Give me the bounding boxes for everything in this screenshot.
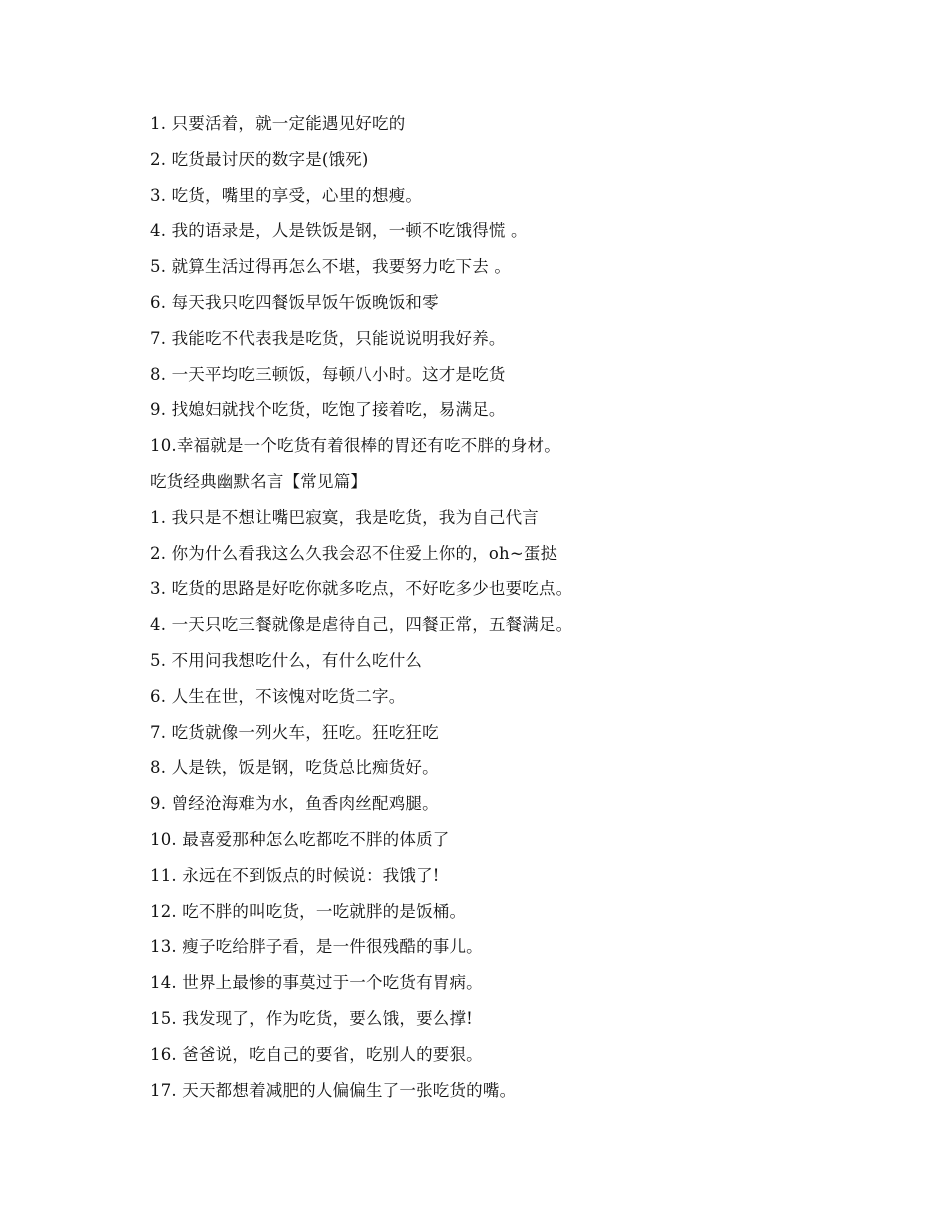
list-item: 3. 吃货的思路是好吃你就多吃点，不好吃多少也要吃点。 <box>150 579 573 599</box>
list-item: 8. 人是铁，饭是钢，吃货总比痴货好。 <box>150 758 439 778</box>
list-item: 15. 我发现了，作为吃货，要么饿，要么撑! <box>150 1008 474 1028</box>
list-item: 1. 只要活着，就一定能遇见好吃的 <box>150 114 406 133</box>
list-item: 11. 永远在不到饭点的时候说：我饿了! <box>150 865 440 885</box>
list-item: 5. 不用问我想吃什么，有什么吃什么 <box>150 650 423 670</box>
list-item: 9. 找媳妇就找个吃货，吃饱了接着吃，易满足。 <box>150 400 506 420</box>
list-item: 9. 曾经沧海难为水，鱼香肉丝配鸡腿。 <box>150 794 439 814</box>
section-heading: 吃货经典幽默名言【常见篇】 <box>150 471 368 491</box>
list-item: 3. 吃货，嘴里的享受，心里的想瘦。 <box>150 185 423 205</box>
list-item: 12. 吃不胖的叫吃货，一吃就胖的是饭桶。 <box>150 901 467 921</box>
quote-list <box>150 106 850 1108</box>
list-item: 10. 最喜爱那种怎么吃都吃不胖的体质了 <box>150 829 450 849</box>
list-item: 17. 天天都想着减肥的人偏偏生了一张吃货的嘴。 <box>150 1080 517 1100</box>
list-item: 6. 人生在世，不该愧对吃货二字。 <box>150 686 406 706</box>
list-item: 13. 瘦子吃给胖子看，是一件很残酷的事儿。 <box>150 937 483 957</box>
list-item: 16. 爸爸说，吃自己的要省，吃别人的要狠。 <box>150 1044 483 1064</box>
list-item: 4. 我的语录是，人是铁饭是钢，一顿不吃饿得慌 。 <box>150 221 528 241</box>
list-item: 2. 吃货最讨厌的数字是(饿死) <box>150 149 369 169</box>
list-item: 5. 就算生活过得再怎么不堪，我要努力吃下去 。 <box>150 257 512 277</box>
list-item: 7. 我能吃不代表我是吃货，只能说说明我好养。 <box>150 328 506 348</box>
list-item: 1. 我只是不想让嘴巴寂寞，我是吃货，我为自己代言 <box>150 507 539 527</box>
list-item: 4. 一天只吃三餐就像是虐待自己，四餐正常，五餐满足。 <box>150 615 573 635</box>
list-item: 2. 你为什么看我这么久我会忍不住爱上你的，oh~蛋挞 <box>150 543 558 563</box>
list-item: 10.幸福就是一个吃货有着很棒的胃还有吃不胖的身材。 <box>150 436 561 456</box>
list-item: 7. 吃货就像一列火车，狂吃。狂吃狂吃 <box>150 722 439 742</box>
list-item: 14. 世界上最惨的事莫过于一个吃货有胃病。 <box>150 973 483 993</box>
list-item: 8. 一天平均吃三顿饭，每顿八小时。这才是吃货 <box>150 364 506 384</box>
list-item: 6. 每天我只吃四餐饭早饭午饭晚饭和零 <box>150 292 439 312</box>
